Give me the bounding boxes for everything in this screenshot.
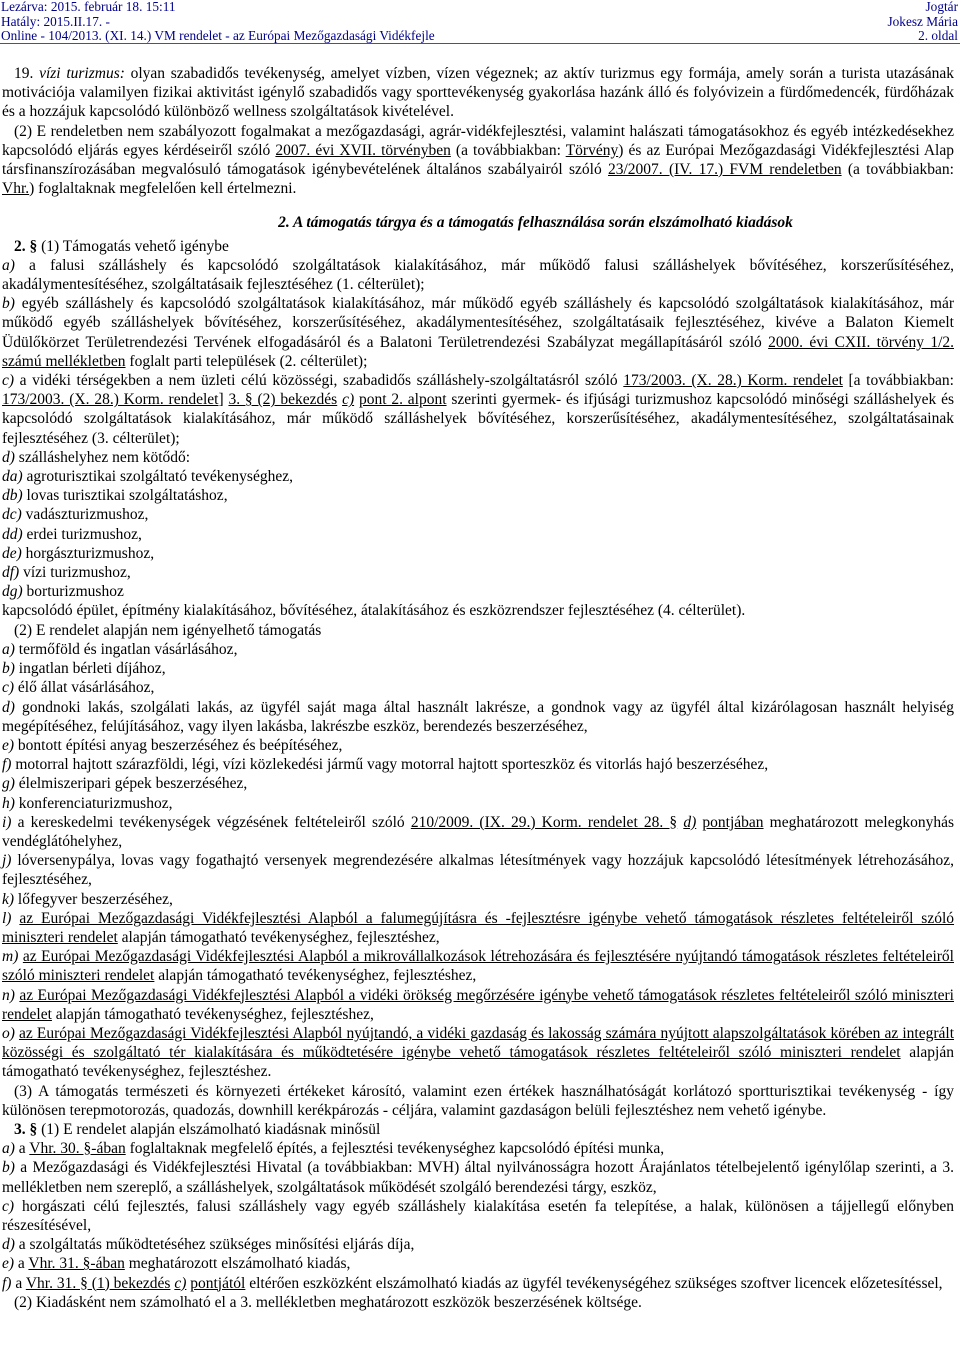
item-2-2-f <box>2 755 954 774</box>
item-number: 19. <box>14 65 40 82</box>
text: a falusi szálláshely és kapcsolódó szolgáltatások kialakításához, már működő falusi szálláshelyek bővítéséhez, korszerűsítéséhez, akadálymentesítéséhez, szolgáltatásaik fejlesztéséhez (1. célterület); <box>2 256 954 294</box>
text: szerinti gyermek- és ifjúsági turizmushoz kapcsolódó minőségi szálláshelyek és kapcsolódó szolgáltatások kialakításához, már működő szálláshelyek bővítéséhez, korszerűsítéséhez, akadálymentesítéséhez, szolgáltatásainak fejlesztéséhez (3. célterület); <box>2 391 955 447</box>
text: foglaltaknak megfelelő építés, a fejlesztési tevékenységhez kapcsolódó építési munka, <box>125 1140 665 1158</box>
item-2-1-df <box>2 563 954 582</box>
item-2-2-b <box>2 659 954 678</box>
item-2-1-db <box>2 486 954 505</box>
item-3-1-a <box>2 1139 954 1158</box>
law-link[interactable]: pont 2. alpont <box>358 391 447 409</box>
law-link[interactable]: 173/2003. (X. 28.) Korm. rendelet <box>2 391 219 409</box>
section-2-2-lead: (2) E rendelet alapján nem igényelhető támogatás <box>14 621 322 639</box>
text: ingatlan bérleti díjához, <box>14 660 166 678</box>
text: a szolgáltatás működtetéséhez szükséges minősítési eljárás díja, <box>14 1236 415 1254</box>
item-mark: f) <box>2 756 12 774</box>
item-mark: c) <box>2 1197 15 1215</box>
text: eltérően eszközként elszámolható kiadás az ügyfél tevékenységéhez szükséges szoftver licencek előzetesítéssel, <box>245 1274 943 1292</box>
item-mark: a) <box>2 1140 15 1158</box>
item-mark: i) <box>2 813 12 831</box>
law-link[interactable]: Vhr. 31. § (1) bekezdés <box>25 1274 171 1292</box>
text: [a továbbiakban: <box>842 372 954 390</box>
item-2-2-l <box>2 909 954 947</box>
item-2-1-d <box>2 448 954 467</box>
text: (1) Támogatás vehető igénybe <box>37 237 229 255</box>
item-2-2-c <box>2 678 954 697</box>
text: konferenciaturizmushoz, <box>14 794 173 812</box>
item-2-1-dc <box>2 505 954 524</box>
item-2-2-d <box>2 698 954 736</box>
text: egyéb szálláshely és kapcsolódó szolgáltatások kialakításához, már működő egyéb szálláshely és kapcsolódó szolgáltatások kialakításához, már működő egyéb szálláshelyek bővítéséhez, korszerűsítéséhez, akadálymentesítéséhez, szolgáltatásaik fejlesztéséhez, kivéve a Balaton Kiemelt Üdülőkörzet Területrendezési Tervének elfogadásáról és a Balatoni Területrendezési Szabályzat megállapításáról szóló <box>2 295 954 351</box>
document-body <box>0 44 960 1312</box>
item-2-1-dd <box>2 525 954 544</box>
header-user: Jokesz Mária <box>887 13 958 29</box>
text: lőfegyver beszerzéséhez, <box>14 890 173 908</box>
item-3-1-b <box>2 1158 954 1196</box>
text: (1) E rendelet alapján elszámolható kiadásnak minősül <box>37 1120 381 1138</box>
item-mark: a) <box>2 640 15 658</box>
item-2-1-de <box>2 544 954 563</box>
header-divider <box>0 43 960 44</box>
item-mark: b) <box>2 1159 15 1177</box>
law-link[interactable]: az Európai Mezőgazdasági Vidékfejlesztési Alapból a mikrovállalkozások létrehozására és fejlesztésére nyújtandó támogatások részletes feltételeiről szóló miniszteri rendelet <box>2 948 954 985</box>
header-effective-date: Hatály: 2015.II.17. - <box>1 13 110 29</box>
law-link[interactable]: pontjától <box>190 1274 246 1292</box>
item-3-1-e <box>2 1254 954 1273</box>
header-left <box>1 0 435 44</box>
law-link[interactable]: Vhr. <box>2 180 30 198</box>
text: ) foglaltaknak megfelelően kell értelmezni. <box>29 180 297 198</box>
text: a kereskedelmi tevékenységek végzésének feltételeiről szóló <box>11 813 411 831</box>
paragraph-1-2 <box>2 122 954 199</box>
section-title: 2. A támogatás tárgya és a támogatás felhasználása során elszámolható kiadások <box>278 214 793 232</box>
text: horgászati célú fejlesztés, falusi szálláshely vagy egyéb szálláshely kialakítása esetén fa telepítése, a halak, különösen a tájjellegű előnyben részesítésével, <box>2 1197 954 1234</box>
text: a <box>11 1274 26 1292</box>
header-document-title: Online - 104/2013. (XI. 14.) VM rendelet - az Európai Mezőgazdasági Vidékfejle <box>1 28 435 43</box>
definition-text: olyan szabadidős tevékenység, amelyet vízben, vízen végeznek; az aktív turizmus egy formája, amely során a turista utazásának motivációja valamilyen fizikai aktivitást igénylő szabadidős vagy sporttevékenység gyakorlása hazánk álló és folyóvizein a fürdőmedencék, fürdőházak és a hozzájuk kapcsolódó különböző wellness szolgáltatások kivételével. <box>2 65 954 121</box>
item-2-1-a <box>2 256 954 294</box>
text: foglalt parti települések (2. célterület); <box>125 352 368 370</box>
text: termőföld és ingatlan vásárlásához, <box>14 640 238 658</box>
item-2-2-k <box>2 890 954 909</box>
text: élelmiszeripari gépek beszerzéséhez, <box>14 775 248 793</box>
law-link[interactable]: 210/2009. (IX. 29.) Korm. rendelet 28. § <box>410 813 678 831</box>
text: a Mezőgazdasági és Vidékfejlesztési Hivatal (a továbbiakban: MVH) által nyilvánosságra hozott Árajánlatos tételbejelentő igénylőlap szerinti, a 3. mellékletben nem szereplő, a szálláshelyek, szolgáltatások működését szolgáló berendezési tárgy, eszköz, <box>2 1159 954 1196</box>
definition-19 <box>2 64 954 122</box>
law-link[interactable]: az Európai Mezőgazdasági Vidékfejlesztési Alapból nyújtandó, a vidéki gazdaság és lakosság számára nyújtott alapszolgáltatások körében az integrált közösségi és szolgáltató tér kialakítására és működtetésére igénybe vehető támogatások részletes feltételeiről szóló miniszteri rendelet <box>2 1024 955 1062</box>
item-mark: l) <box>2 909 12 927</box>
item-mark: e) <box>2 1255 15 1273</box>
law-link[interactable]: pontjában <box>702 813 764 831</box>
section-number: 3. § <box>14 1120 38 1138</box>
text: gondnoki lakás, szolgálati lakás, az ügyfél saját maga által használt lakrésze, a gondnok vagy az ügyfél által kizárólagosan használt helyiség megépítéséhez, felújításához, vagy ilyen lakásba, lakrészbe eszköz, berendezés beszerzéséhez, <box>2 698 954 735</box>
text: a <box>14 1140 30 1158</box>
header-closed-date: Lezárva: 2015. február 18. 15:11 <box>1 0 176 14</box>
text: a <box>14 1255 29 1273</box>
item-2-2-i <box>2 813 954 851</box>
header-page-number: 2. oldal <box>918 28 958 43</box>
section-3-2: (2) Kiadásként nem számolható el a 3. mellékletben meghatározott eszközök beszerzésének költsége. <box>14 1293 642 1311</box>
text: vízi turizmushoz, <box>19 564 131 582</box>
text: borturizmushoz <box>22 583 124 601</box>
text: élő állat vásárlásához, <box>14 679 155 697</box>
text: lóversenypálya, lovas vagy fogathajtó versenyek megrendezésére alkalmas létesítmények vagy hozzájuk kapcsolódó létesítmények létrehozásához, fejlesztéséhez, <box>2 852 954 889</box>
item-2-1-c <box>2 371 954 448</box>
text: lovas turisztikai szolgáltatáshoz, <box>22 487 228 505</box>
text: (a továbbiakban: <box>450 141 566 159</box>
text: alapján támogatható tevékenységhez, fejlesztéshez, <box>154 967 477 985</box>
item-2-1-dg <box>2 582 954 601</box>
text: agroturisztikai szolgáltató tevékenységhez, <box>22 468 293 486</box>
item-mark: dd) <box>2 525 23 543</box>
item-mark: db) <box>2 487 23 505</box>
text: motorral hajtott szárazföldi, légi, vízi közlekedési jármű vagy motorral hajtott sporteszköz és vitorlás hajó beszerzéséhez, <box>11 756 769 774</box>
text: (a továbbiakban: <box>841 161 954 179</box>
law-link[interactable]: 173/2003. (X. 28.) Korm. rendelet <box>623 372 843 390</box>
item-mark: b) <box>2 295 15 313</box>
section-2-lead <box>2 237 954 256</box>
law-link[interactable]: Vhr. 31. §-ában <box>28 1255 125 1273</box>
text: szálláshelyhez nem kötődő: <box>14 448 191 466</box>
item-mark: c) <box>2 372 15 390</box>
item-2-2-o <box>2 1024 954 1082</box>
item-mark: n) <box>2 986 15 1004</box>
item-2-2-h <box>2 794 954 813</box>
item-mark: a) <box>2 256 15 274</box>
text: a vidéki térségekben a nem üzleti célú közösségi, szabadidős szálláshely-szolgáltatásról szóló <box>14 372 624 390</box>
law-link[interactable]: az Európai Mezőgazdasági Vidékfejlesztési Alapból a vidéki örökség megőrzésére igénybe vehető támogatások részletes feltételeiről szóló miniszteri rendelet <box>2 986 954 1023</box>
text: alapján támogatható tevékenységhez, fejlesztéshez, <box>117 928 440 946</box>
item-2-2-a <box>2 640 954 659</box>
text: ] <box>218 391 229 409</box>
text: meghatározott elszámolható kiadás, <box>124 1255 351 1273</box>
item-mark: d) <box>2 1236 15 1254</box>
item-3-1-c <box>2 1197 954 1235</box>
text: ) és az Európai Mezőgazdasági Vidékfejlesztési Alap társfinanszírozásában megvalósuló támogatások igénybevételének általános szabályairól szóló <box>2 141 954 179</box>
law-link[interactable]: az Európai Mezőgazdasági Vidékfejlesztési Alapból a falumegújításra és -fejlesztésre igénybe vehető támogatások részletes feltételeiről szóló miniszteri rendelet <box>2 909 955 946</box>
item-mark: h) <box>2 794 15 812</box>
item-2-2-j <box>2 851 954 889</box>
law-link[interactable]: 23/2007. (IV. 17.) FVM rendeletben <box>608 161 842 179</box>
item-mark: dg) <box>2 583 23 601</box>
page-header <box>0 0 960 44</box>
item-mark: m) <box>2 948 19 966</box>
header-right <box>887 0 958 44</box>
law-link[interactable]: Törvény <box>565 141 619 159</box>
item-2-2-g <box>2 774 954 793</box>
section-number: 2. § <box>14 237 38 255</box>
item-mark: e) <box>2 736 15 754</box>
item-mark: dc) <box>2 506 22 524</box>
text: alapján támogatható tevékenységhez, fejlesztéshez. <box>2 1044 954 1081</box>
law-link[interactable]: d) <box>683 813 697 831</box>
item-mark: d) <box>2 698 15 716</box>
text: horgászturizmushoz, <box>21 544 155 562</box>
item-mark: b) <box>2 660 15 678</box>
item-mark: d) <box>2 448 15 466</box>
section-2-3: (3) A támogatás természeti és környezeti értékeket károsító, valamint ezen értékek használhatóságát korlátozó sportturisztikai tevékenység - így különösen terepmotorozás, quadozás, downhill kerékpározás - céljára, valamint gazdaságon belüli fejlesztéshez nem vehető igénybe. <box>2 1082 954 1119</box>
text: (2) E rendeletben nem szabályozott fogalmakat a mezőgazdasági, agrár-vidékfejlesztési, valamint halászati támogatásokhoz és egyéb intézkedésekhez kapcsolódó eljárás egyes kérdéseiről szóló <box>2 122 954 159</box>
item-mark: de) <box>2 544 22 562</box>
item-mark: da) <box>2 468 23 486</box>
item-3-1-d <box>2 1235 954 1254</box>
law-link[interactable]: 3. § (2) bekezdés <box>228 391 338 409</box>
item-mark: o) <box>2 1024 15 1042</box>
item-2-2-n <box>2 986 954 1024</box>
item-mark: c) <box>2 679 15 697</box>
item-2-1-d-tail: kapcsolódó épület, építmény kialakításához, bővítéséhez, átalakításához és eszközrendszer fejlesztéséhez (4. célterület). <box>2 602 746 620</box>
item-2-1-b <box>2 294 954 371</box>
item-mark: f) <box>2 1274 12 1292</box>
text: alapján támogatható tevékenységhez, fejlesztéshez, <box>51 1005 374 1023</box>
text: erdei turizmushoz, <box>22 525 142 543</box>
law-link[interactable]: 2007. évi XVII. törvényben <box>275 141 451 159</box>
law-link[interactable]: c) <box>174 1274 187 1292</box>
text: meghatározott melegkonyhás vendéglátóhelyhez, <box>2 813 955 850</box>
item-mark: j) <box>2 852 12 870</box>
item-mark: df) <box>2 564 20 582</box>
item-2-2-e <box>2 736 954 755</box>
text: vadászturizmushoz, <box>21 506 149 524</box>
text: bontott építési anyag beszerzéséhez és beépítéséhez, <box>14 736 343 754</box>
item-mark: k) <box>2 890 15 908</box>
defined-term: vízi turizmus: <box>39 65 125 82</box>
item-2-2-m <box>2 947 954 985</box>
item-2-1-da <box>2 467 954 486</box>
item-mark: g) <box>2 775 15 793</box>
item-3-1-f <box>2 1274 954 1293</box>
section-3-lead <box>2 1120 954 1139</box>
header-brand: Jogtár <box>925 0 958 14</box>
law-link[interactable]: 2000. évi CXII. törvény 1/2. számú mellékletben <box>2 333 954 370</box>
law-link[interactable]: c) <box>342 391 355 409</box>
law-link[interactable]: Vhr. 30. §-ában <box>29 1140 126 1158</box>
